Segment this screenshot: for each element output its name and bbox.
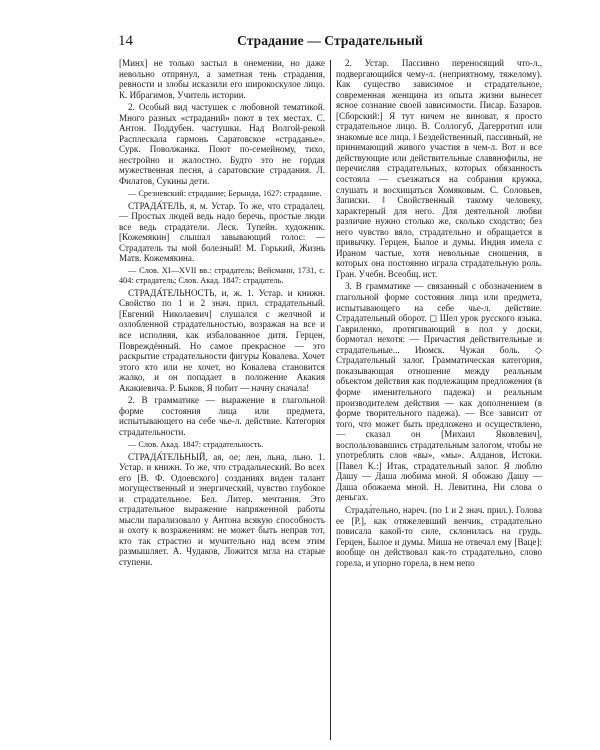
derived-entry: Страда́тельно, нареч. (по 1 и 2 знач. прил.). Голова ее [Р.], как отяжелевший венчик, страдательно повисала какой-то силе, склонилась на грудь. Герцен, Былое и думы. Миша не отвечал ему [Ваце]: вообще он действовал как-то страдательно, слово горела, и упорно горела, в нем непо	[336, 504, 542, 568]
headword-entry: СТРАДА́ТЕЛЬНЫЙ, ая, ое; лен, льна, льно. 1. Устар. и книжн. То же, что страдальческий. Во всех его [В. Ф. Одоевского] созданиях виден талант могущественный и энергический, чувство глубокое и страдательное. Бел. Литер. мечтания. Это страдательное выражение напряженной работы мысли парализовало у Антона всякую способность и охоту к возражениям: не может быть неправ тот, кто так страстно и мучительно над всем этим размышляет. А. Чудаков, Ложится мгла на старые ступени.	[119, 451, 325, 567]
entry-paragraph: 2. Особый вид частушек с любовной тематикой. Много разных «страданий» поют в тех местах. С. Антон. Поддубен. частушки. Над Волгой-рекой Расплескала гармонь Саратовское «страданье». Сурк. Поволжанка. Поют по-семейному, тихо, нестройно и жалостно. Будто это не гордая мужественная песня, а саратовские страдания. Л. Филатов, Сукины дети.	[119, 102, 325, 187]
source-note: — Слов. Акад. 1847: страдательность.	[128, 439, 264, 449]
page-number: 14	[118, 33, 133, 49]
right-column	[336, 58, 542, 744]
headword-entry: СТРАДА́ТЕЛЬНОСТЬ, и, ж. 1. Устар. и книжн. Свойство по 1 и 2 знач. прил. страдательный. [Евгений Николаевич] слушался с желчной и озлобленной страдательностью, возражая на все и все исполняя, как избалованное дитя. Герцен, Повреждённый. Но самое прекрасное — это раскрытие страдательности фигуры Ковалева. Хочет этого кто или не хочет, но Ковалева становится жалко, и он попадает в положение Акакия Акакиевича. Р. Быков, Я побит — начну сначала!	[119, 287, 325, 393]
source-note: — Слов. XI—XVII вв.: страдатель; Вейсманн, 1731, с. 404: страдатель; Слов. Акад. 1847: страдатель.	[119, 265, 325, 285]
left-column	[119, 58, 325, 744]
page-header	[118, 33, 542, 53]
entry-paragraph: 2. Устар. Пассивно переносящий что-л., подвергающийся чему-л. (неприятному, тяжелому). Как существо зависимое и страдательное, современная женщина из опыта жизни вынесет ясное сознание своей зависимости. Писар. Базаров. [Сборский:] Я тут ничем не виноват, я просто страдательное лицо. В. Соллогуб, Дагерротип или знакомые все лица. ‖ Бездейственный, пассивный, не принимающий живого участия в чем-л. Вот и все действующие или действительные славянофилы, не перечисляя страдательных, которых обязанность состояла — съезжаться на собрания кружка, слушать и восхищаться Хомяковым. С. Соловьев, Записки. ‖ Свойственный такому человеку, характерный для него. Для деятельной любви различие нужно столько же, сколько сходство; без него чувство вяло, страдательно и обращается в привычку. Герцен, Былое и думы. Индия имела с Ираном частые, хотя невольные сношения, в которых она постоянно играла страдательную роль. Гран. Учебн. Всеобщ. ист.	[336, 58, 542, 279]
entry-paragraph: 2. В грамматике — выражение в глагольной форме состояния лица или предмета, испытывающего на себе чье-л. действие. Категория страдательности.	[119, 395, 325, 437]
entry-paragraph: [Минх] не только застыл в онемении, но даже невольно отпрянул, а заметная тень страдания, ревности и злобы исказили его широкоскулое лицо. К. Ибрагимов, Учитель истории.	[119, 58, 325, 100]
entry-paragraph: 3. В грамматике — связанный с обозначением в глагольной форме состояния лица или предмета, испытывающего на себе чье-л. действие. Страдательный оборот. ◻ Шел урок русского языка. Гавриленко, протягивающий в пол у доски, бормотал нехотя: — Причастия действительные и страдательные... Июмск. Чужая боль. ◇ Страдательный залог. Грамматическая категория, показывающая отношение между реальным объектом действия как подлежащим предложения (в форме именительного падежа) и реальным производителем действия — как дополнением (в форме творительного падежа). — Все зависит от того, что может быть предложено и осуществлено, — сказал он [Михаил Яковлевич], воспользовавшись страдательным залогом, чтобы не употреблять слов «вы», «мы». Алданов, Истоки. [Павел К.:] Итак, страдательный залог. Я люблю Дашу — Даша любима мной. Я обожаю Дашу — Даша обожаема мной. Н. Левитина, Ни слова о деньгах.	[336, 281, 542, 503]
column-divider	[330, 60, 331, 740]
running-head: Страдание — Страдательный	[237, 33, 423, 48]
headword-entry: СТРАДА́ТЕЛЬ, я, м. Устар. То же, что страдалец. — Простых людей ведь надо беречь, простые люди все ведь страдатели. Леск. Тупейн. художник. [Кожемякин] слышал завывающий голос: — Страдатель ты мой болезный! М. Горький, Жизнь Матв. Кожемякина.	[119, 200, 325, 264]
source-note: — Срезневский: страдание; Берында, 1627: страдание.	[128, 188, 322, 198]
